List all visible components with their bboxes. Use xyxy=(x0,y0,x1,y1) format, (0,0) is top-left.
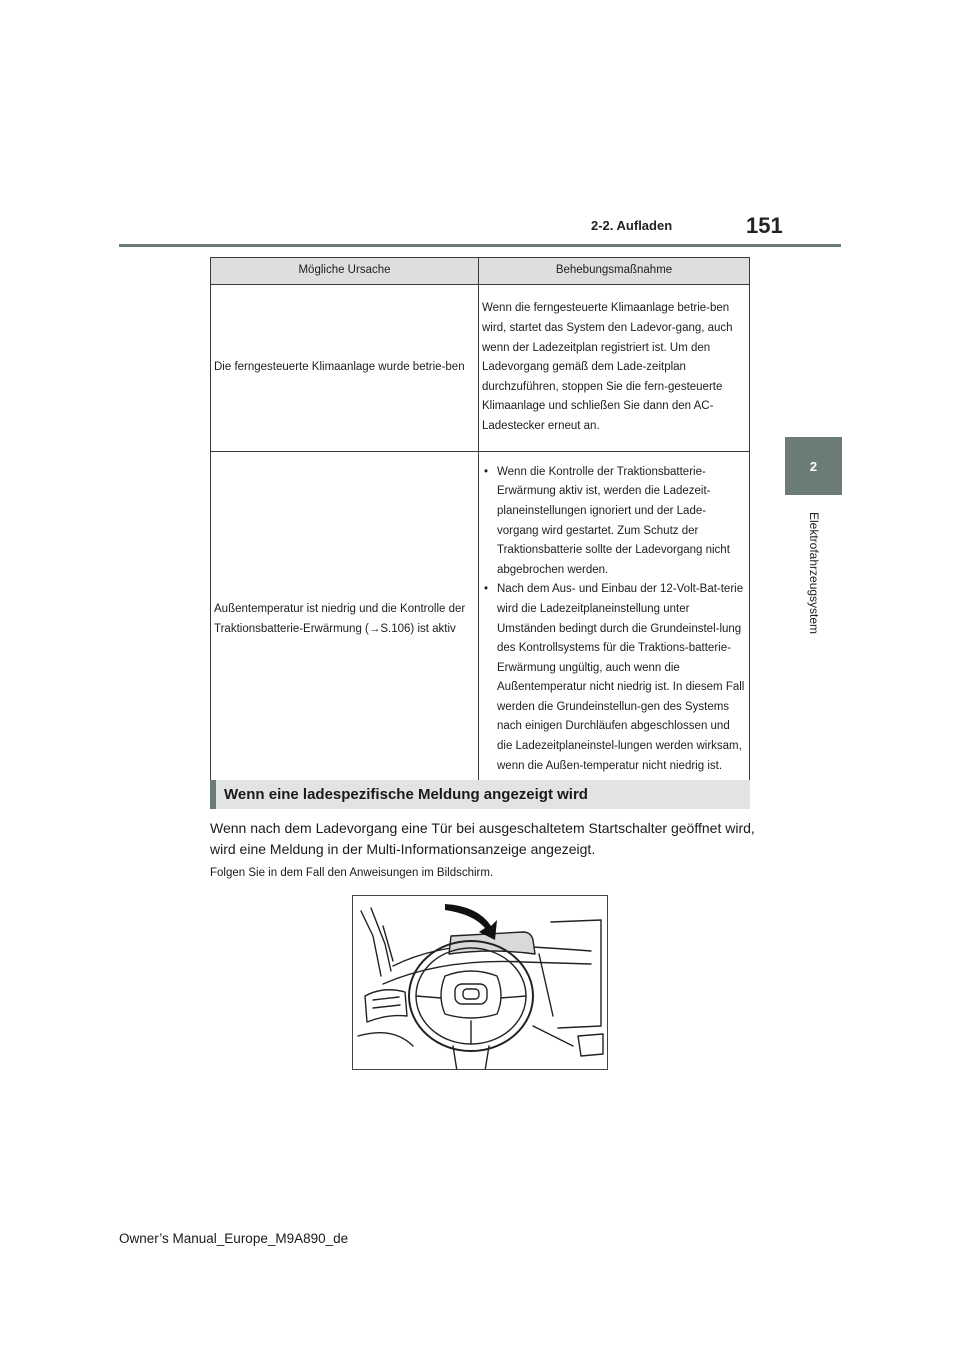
section-heading: Wenn eine ladespezifische Meldung angezeigt wird xyxy=(210,780,750,809)
remedy-bullet: • Wenn die Kontrolle der Traktionsbatterie-Erwärmung aktiv ist, werden die Ladezeit-planeinstellungen ignoriert und der Lade-vorgang wird gestartet. Zum Schutz der Traktionsbatterie sollte der Ladevorgang nicht abgebrochen werden. xyxy=(482,463,746,581)
table-row xyxy=(211,452,750,788)
chapter-tab: 2 xyxy=(785,437,842,495)
section-note: Folgen Sie in dem Fall den Anweisungen im Bildschirm. xyxy=(210,867,494,879)
table-cell-cause: Außentemperatur ist niedrig und die Kontrolle der Traktionsbatterie-Erwärmung (→S.106) ist aktiv xyxy=(211,452,479,788)
remedy-bullet: • Nach dem Aus- und Einbau der 12-Volt-Bat-terie wird die Ladezeitplaneinstellung unter Umständen bedingt durch die Grundeinstel-lung des Kontrollsystems für die Traktions-batterie-Erwärmung ungültig, auch wenn die Außentemperatur nicht niedrig ist. In diesem Fall werden die Grundeinstellun-gen des Systems nach einigen Durchläufen abgeschlossen und die Ladezeitplaneinstel-lungen werden wirksam, wenn die Außen-temperatur nicht niedrig ist. xyxy=(482,580,746,776)
section-paragraph: Wenn nach dem Ladevorgang eine Tür bei ausgeschaltetem Startschalter geöffnet wird, wird eine Meldung in der Multi-Informationsanzeige angezeigt. xyxy=(210,820,755,857)
footer-text: Owner’s Manual_Europe_M9A890_de xyxy=(119,1231,349,1246)
table-cell-remedy xyxy=(479,452,750,788)
page-number: 151 xyxy=(746,213,783,238)
dashboard-illustration xyxy=(352,895,608,1070)
section-label: 2-2. Aufladen xyxy=(591,218,673,233)
causes-table xyxy=(210,257,750,788)
table-header-remedy: Behebungsmaßnahme xyxy=(479,258,750,285)
table-row xyxy=(211,285,750,452)
chapter-title: Elektrofahrzeugsystem xyxy=(807,511,821,635)
table-cell-cause: Die ferngesteuerte Klimaanlage wurde betrie-ben xyxy=(211,285,479,452)
table-header-cause: Mögliche Ursache xyxy=(211,258,479,285)
header-rule xyxy=(119,244,841,247)
steering-wheel-dashboard-illustration-icon xyxy=(353,896,608,1070)
table-cell-remedy: Wenn die ferngesteuerte Klimaanlage betrie-ben wird, startet das System den Ladevor-gang, auch wenn der Ladezeitplan registriert ist. Um den Ladevorgang gemäß dem Lade-zeitplan durchzuführen, stoppen Sie die fern-gesteuerte Klimaanlage und schließen Sie dann den AC-Ladestecker erneut an. xyxy=(479,285,750,452)
remedy-bullet-list xyxy=(482,463,746,777)
table-header-row xyxy=(211,258,750,285)
